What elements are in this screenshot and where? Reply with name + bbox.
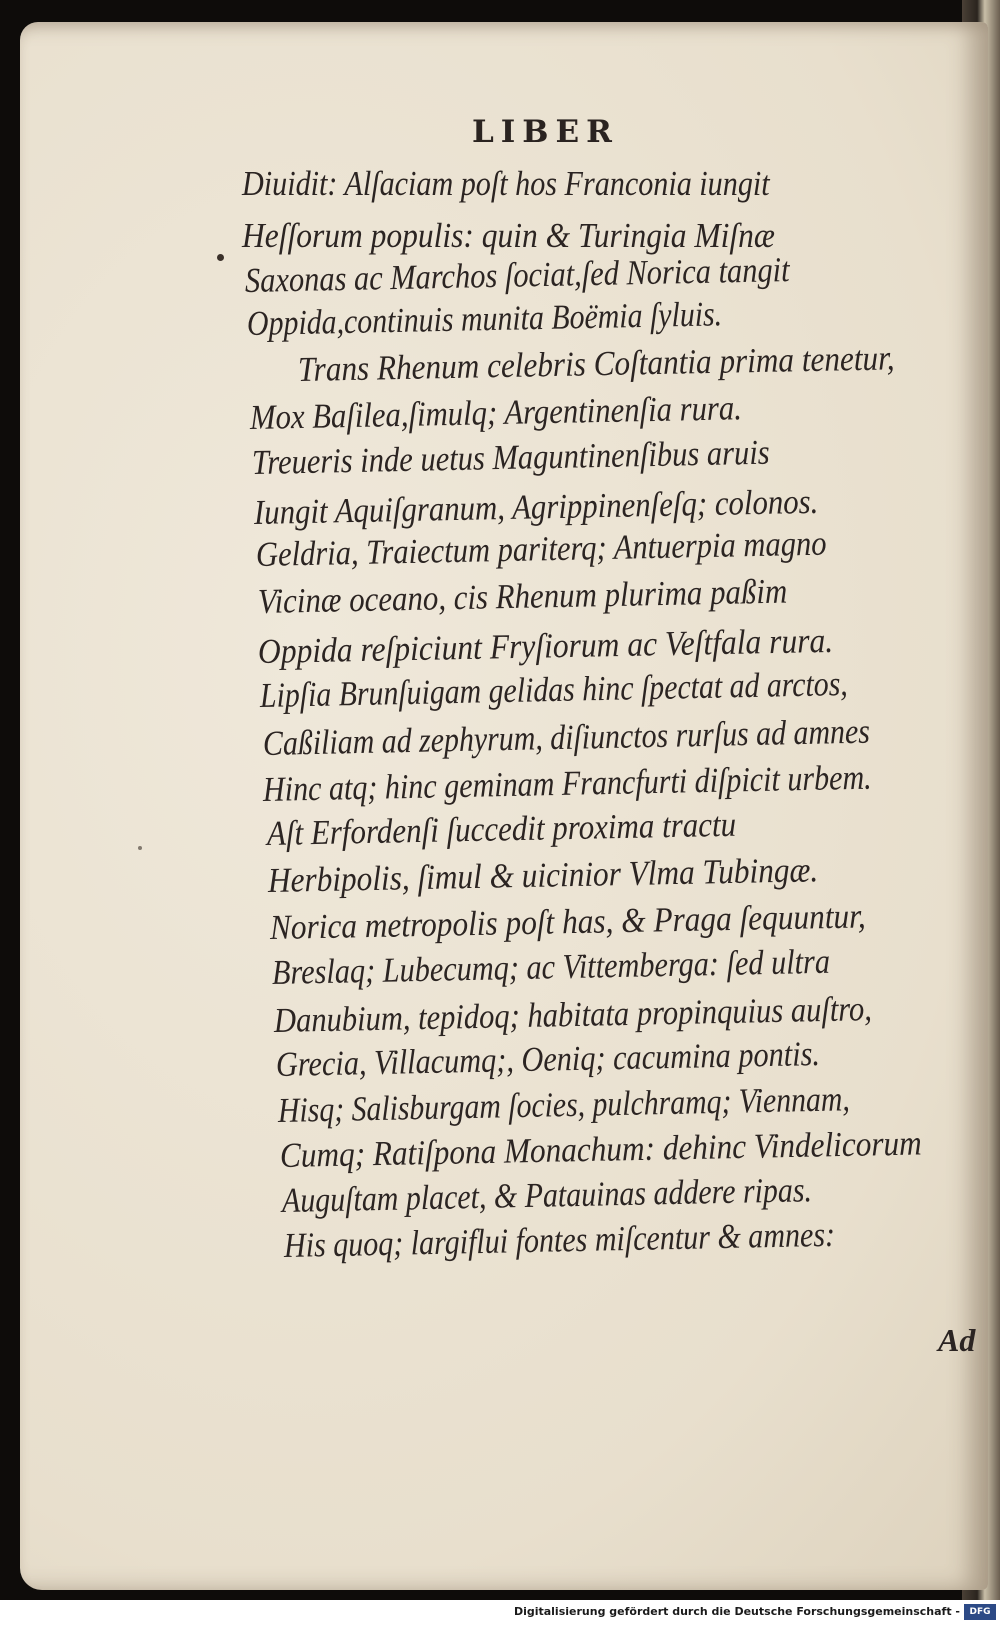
- verse-line: Herbipolis, ſimul & uicinior Vlma Tubingæ.: [267, 850, 819, 900]
- verse-line: Treueris inde uetus Maguntinenſibus aruis: [251, 432, 770, 482]
- verse-line: Hinc atq; hinc geminam Francfurti diſpicit urbem.: [262, 757, 872, 809]
- verse-line: Hisq; Salisburgam ſocies, pulchramq; Viennam,: [277, 1079, 851, 1130]
- verse-line: Heſſorum populis: quin & Turingia Miſnæ: [242, 216, 775, 255]
- verse-line: Saxonas ac Marchos ſociat,ſed Norica tangit: [244, 250, 790, 300]
- verse-line: Norica metropolis poſt has, & Praga ſequuntur,: [269, 896, 866, 947]
- verse-line: Danubium, tepidoq; habitata propinquius auſtro,: [273, 989, 873, 1040]
- verse-line: Auguſtam placet, & Patauinas addere ripas.: [281, 1170, 813, 1220]
- verse-line: Diuidit: Alſaciam poſt hos Franconia iungit: [242, 164, 770, 203]
- catchword: Ad: [938, 1322, 976, 1358]
- verse-line: Iungit Aquiſgranum, Agrippinenſeſq; colonos.: [253, 481, 819, 532]
- verse-line: Trans Rhenum celebris Coſtantia prima tenetur,: [297, 338, 895, 389]
- verse-line: Oppida,continuis munita Boëmia ſyluis.: [246, 294, 723, 343]
- ink-speck: [217, 254, 224, 261]
- ink-speck: [138, 846, 142, 850]
- verse-line: Lipſia Brunſuigam gelidas hinc ſpectat ad arctos,: [259, 663, 849, 715]
- verse-line: His quoq; largiflui fontes miſcentur & amnes:: [283, 1214, 836, 1265]
- verse-line: Geldria, Traiectum pariterq; Antuerpia magno: [255, 523, 827, 574]
- verse-line: Aſt Erfordenſi ſuccedit proxima tractu: [266, 804, 737, 853]
- verse-line: Caßiliam ad zephyrum, diſiunctos rurſus ad amnes: [262, 711, 871, 763]
- verse-line: Oppida reſpiciunt Fryſiorum ac Veſtfala rura.: [257, 620, 834, 671]
- verse-line: Breslaq; Lubecumq; ac Vittemberga: ſed ultra: [271, 941, 831, 992]
- footer-bar: [0, 1600, 1000, 1626]
- dfg-logo: DFG: [964, 1604, 996, 1620]
- verse-line: Grecia, Villacumq;, Oeniq; cacumina pontis.: [275, 1034, 821, 1084]
- verse-line: Mox Baſilea,ſimulq; Argentinenſia rura.: [249, 388, 743, 437]
- verse-line: Cumq; Ratiſpona Monachum: dehinc Vindelicorum: [279, 1123, 922, 1175]
- digitization-credit: Digitalisierung gefördert durch die Deutsche Forschungsgemeinschaft -: [513, 1605, 960, 1618]
- verse-line: Vicinæ oceano, cis Rhenum plurima paßim: [257, 571, 788, 621]
- running-head: LIBER: [472, 114, 619, 150]
